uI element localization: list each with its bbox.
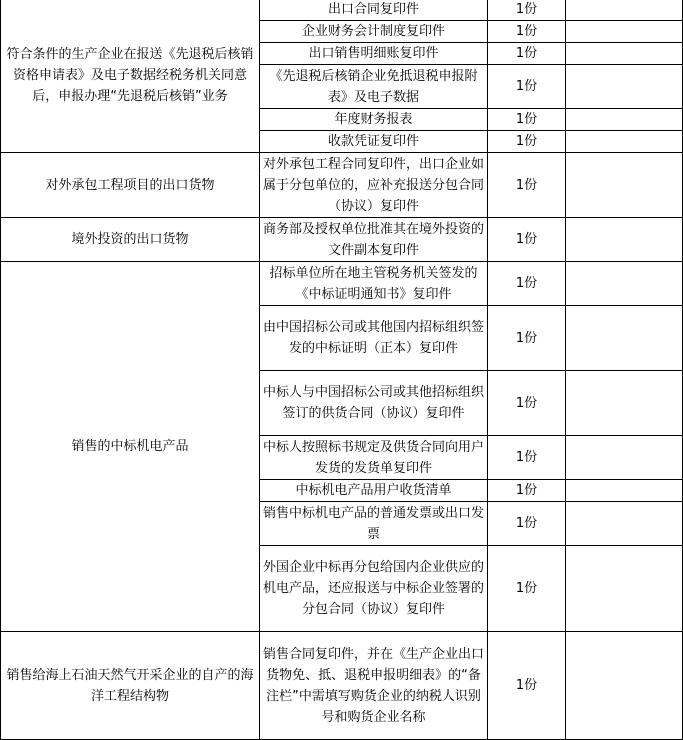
- empty-cell: [566, 21, 683, 43]
- document-cell: 出口合同复印件: [260, 0, 488, 21]
- empty-cell: [566, 546, 683, 632]
- document-cell: 中标机电产品用户收货清单: [260, 480, 488, 502]
- quantity-cell: 1份: [488, 262, 566, 306]
- category-cell: 销售的中标机电产品: [1, 262, 260, 632]
- empty-cell: [566, 109, 683, 131]
- empty-cell: [566, 0, 683, 21]
- empty-cell: [566, 65, 683, 109]
- document-cell: 销售中标机电产品的普通发票或出口发票: [260, 502, 488, 546]
- empty-cell: [566, 306, 683, 371]
- empty-cell: [566, 436, 683, 480]
- quantity-cell: 1份: [488, 109, 566, 131]
- quantity-cell: 1份: [488, 43, 566, 65]
- quantity-cell: 1份: [488, 131, 566, 153]
- empty-cell: [566, 131, 683, 153]
- document-cell: 销售合同复印件，并在《生产企业出口货物免、抵、退税申报明细表》的“备注栏”中需填写购货企业的纳税人识别号和购货企业名称: [260, 632, 488, 740]
- document-cell: 中标人按照标书规定及供货合同向用户发货的发货单复印件: [260, 436, 488, 480]
- category-cell: 对外承包工程项目的出口货物: [1, 153, 260, 218]
- quantity-cell: 1份: [488, 218, 566, 262]
- document-cell: 由中国招标公司或其他国内招标组织签发的中标证明（正本）复印件: [260, 306, 488, 371]
- document-cell: 招标单位所在地主管税务机关签发的《中标证明通知书》复印件: [260, 262, 488, 306]
- quantity-cell: 1份: [488, 0, 566, 21]
- quantity-cell: 1份: [488, 480, 566, 502]
- quantity-cell: 1份: [488, 371, 566, 436]
- document-cell: 出口销售明细账复印件: [260, 43, 488, 65]
- document-cell: 《先退税后核销企业免抵退税申报附表》及电子数据: [260, 65, 488, 109]
- document-cell: 年度财务报表: [260, 109, 488, 131]
- table-row: [1, 153, 683, 218]
- empty-cell: [566, 218, 683, 262]
- empty-cell: [566, 480, 683, 502]
- table-row: [1, 632, 683, 740]
- document-cell: 收款凭证复印件: [260, 131, 488, 153]
- quantity-cell: 1份: [488, 502, 566, 546]
- empty-cell: [566, 153, 683, 218]
- table-row: [1, 262, 683, 306]
- category-cell: 符合条件的生产企业在报送《先退税后核销资格申请表》及电子数据经税务机关同意后，申报办理“先退税后核销”业务: [1, 0, 260, 153]
- document-cell: 外国企业中标再分包给国内企业供应的机电产品，还应报送与中标企业签署的分包合同（协议）复印件: [260, 546, 488, 632]
- quantity-cell: 1份: [488, 632, 566, 740]
- document-cell: 商务部及授权单位批准其在境外投资的文件副本复印件: [260, 218, 488, 262]
- table-row: [1, 0, 683, 21]
- empty-cell: [566, 632, 683, 740]
- category-cell: 境外投资的出口货物: [1, 218, 260, 262]
- quantity-cell: 1份: [488, 153, 566, 218]
- category-cell: 销售给海上石油天然气开采企业的自产的海洋工程结构物: [1, 632, 260, 740]
- table-row: [1, 218, 683, 262]
- document-cell: 对外承包工程合同复印件，出口企业如属于分包单位的，应补充报送分包合同（协议）复印件: [260, 153, 488, 218]
- quantity-cell: 1份: [488, 306, 566, 371]
- document-cell: 企业财务会计制度复印件: [260, 21, 488, 43]
- empty-cell: [566, 502, 683, 546]
- quantity-cell: 1份: [488, 21, 566, 43]
- empty-cell: [566, 43, 683, 65]
- quantity-cell: 1份: [488, 65, 566, 109]
- quantity-cell: 1份: [488, 436, 566, 480]
- empty-cell: [566, 371, 683, 436]
- document-cell: 中标人与中国招标公司或其他招标组织签订的供货合同（协议）复印件: [260, 371, 488, 436]
- quantity-cell: 1份: [488, 546, 566, 632]
- empty-cell: [566, 262, 683, 306]
